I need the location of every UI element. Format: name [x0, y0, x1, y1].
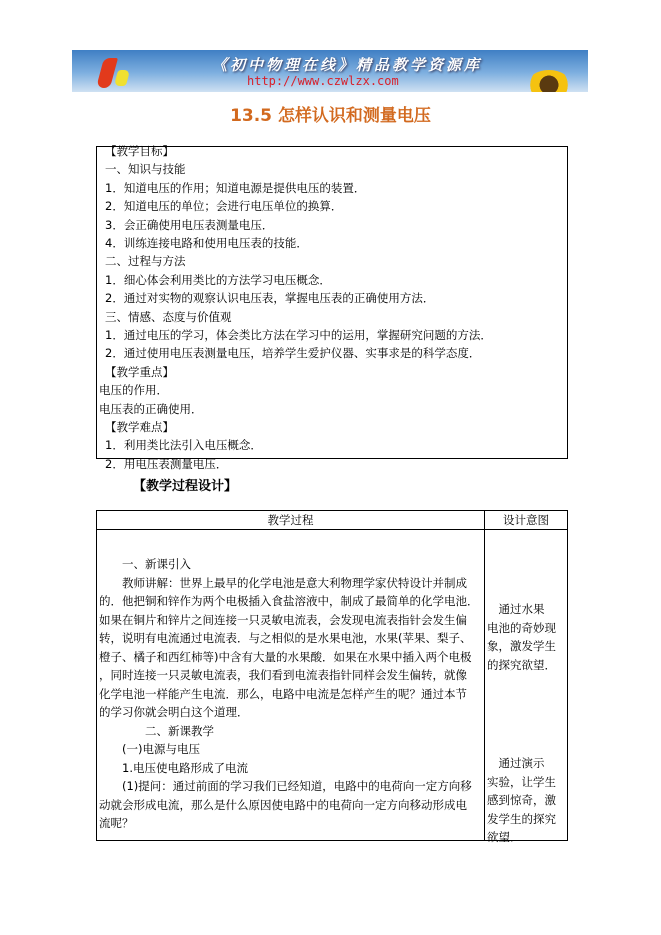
objective-line: 电压表的正确使用． — [99, 401, 203, 416]
process-line: (一)电源与电压 — [99, 742, 200, 756]
objective-line: 【教学重点】 — [105, 364, 174, 379]
process-line: 化学电池一样能产生电流．那么，电路中电流是怎样产生的呢？通过本节 — [99, 686, 467, 701]
intent-line: 感到惊奇，激 — [487, 793, 556, 807]
intent-line: 实验，让学生 — [487, 774, 556, 789]
process-line: 一、新课引入 — [99, 557, 191, 571]
site-banner — [72, 50, 588, 92]
process-line: 1.电压使电路形成了电流 — [99, 760, 248, 775]
intent-line: 发学生的探究 — [487, 811, 556, 826]
process-line: (1)提问：通过前面的学习我们已经知道，电路中的电荷向一定方向移 — [99, 779, 472, 793]
header-divider — [97, 529, 567, 530]
objective-line: 【教学目标】 — [105, 144, 174, 158]
banner-url: http://www.czwlzx.com — [247, 74, 399, 88]
section-heading-text: 【教学过程设计】 — [133, 479, 238, 494]
process-line: 二、新课教学 — [99, 723, 214, 738]
page-title: 13.5 怎样认识和测量电压 — [230, 106, 431, 126]
logo-icon-secondary — [114, 70, 130, 86]
process-table — [96, 510, 568, 844]
process-line: 教师讲解：世界上最早的化学电池是意大利物理学家伏特设计并制成 — [99, 575, 467, 590]
objective-line: 二、过程与方法 — [105, 254, 186, 269]
intent-line: 的探究欲望． — [487, 657, 556, 672]
process-line: ，同时连接一只灵敏电流表，我们看到电流表指针同样会发生偏转，就像 — [99, 668, 467, 682]
section-heading — [133, 475, 237, 494]
objective-line: 2．用电压表测量电压． — [105, 456, 228, 471]
objective-line: 1．通过电压的学习，体会类比方法在学习中的运用，掌握研究问题的方法． — [105, 328, 492, 342]
banner-title: 《初中物理在线》精品教学资源库 — [212, 56, 483, 74]
intent-line: 欲望． — [487, 830, 522, 844]
process-line: 的学习你就会明白这个道理． — [99, 705, 249, 719]
objective-line: 1．利用类比法引入电压概念． — [105, 438, 262, 453]
intent-line: 通过水果 — [487, 602, 545, 616]
sunflower-icon — [527, 70, 571, 92]
header-process: 教学过程 — [267, 513, 314, 527]
intent-line: 通过演示 — [487, 756, 545, 770]
process-line: 转，说明有电流通过电流表．与之相似的是水果电池，水果(苹果、梨子、 — [99, 631, 472, 645]
process-line: 动就会形成电流，那么是什么原因使电路中的电荷向一定方向移动形成电 — [99, 797, 467, 812]
objective-line: 一、知识与技能 — [105, 162, 186, 177]
objective-line: 电压的作用． — [99, 383, 168, 398]
header-intent: 设计意图 — [503, 513, 549, 527]
objective-line: 三、情感、态度与价值观 — [105, 309, 232, 324]
objective-line: 2．通过使用电压表测量电压，培养学生爱护仪器、实事求是的科学态度． — [105, 346, 481, 361]
intent-line: 电池的奇妙现 — [487, 620, 556, 635]
objective-line: 【教学难点】 — [105, 420, 174, 434]
objective-line: 2．知道电压的单位；会进行电压单位的换算． — [105, 199, 343, 214]
objective-line: 3．会正确使用电压表测量电压． — [105, 217, 274, 232]
objective-line: 1．细心体会利用类比的方法学习电压概念． — [105, 272, 331, 287]
process-line: 橙子、橘子和西红柿等)中含有大量的水果酸．如果在水果中插入两个电极 — [99, 649, 472, 664]
process-line: 的．他把铜和锌作为两个电极插入食盐溶液中，制成了最简单的化学电池． — [99, 594, 479, 608]
intent-line: 象，激发学生 — [487, 639, 556, 653]
objective-line: 1．知道电压的作用；知道电源是提供电压的装置． — [105, 180, 366, 195]
objective-line: 2．通过对实物的观察认识电压表，掌握电压表的正确使用方法． — [105, 291, 435, 306]
objective-line: 4．训练连接电路和使用电压表的技能． — [105, 236, 308, 250]
objectives-table — [96, 144, 568, 471]
process-line: 如果在铜片和锌片之间连接一只灵敏电流表，会发现电流表指针会发生偏 — [99, 612, 467, 627]
column-divider — [484, 511, 485, 840]
process-line: 流呢？ — [99, 816, 134, 830]
